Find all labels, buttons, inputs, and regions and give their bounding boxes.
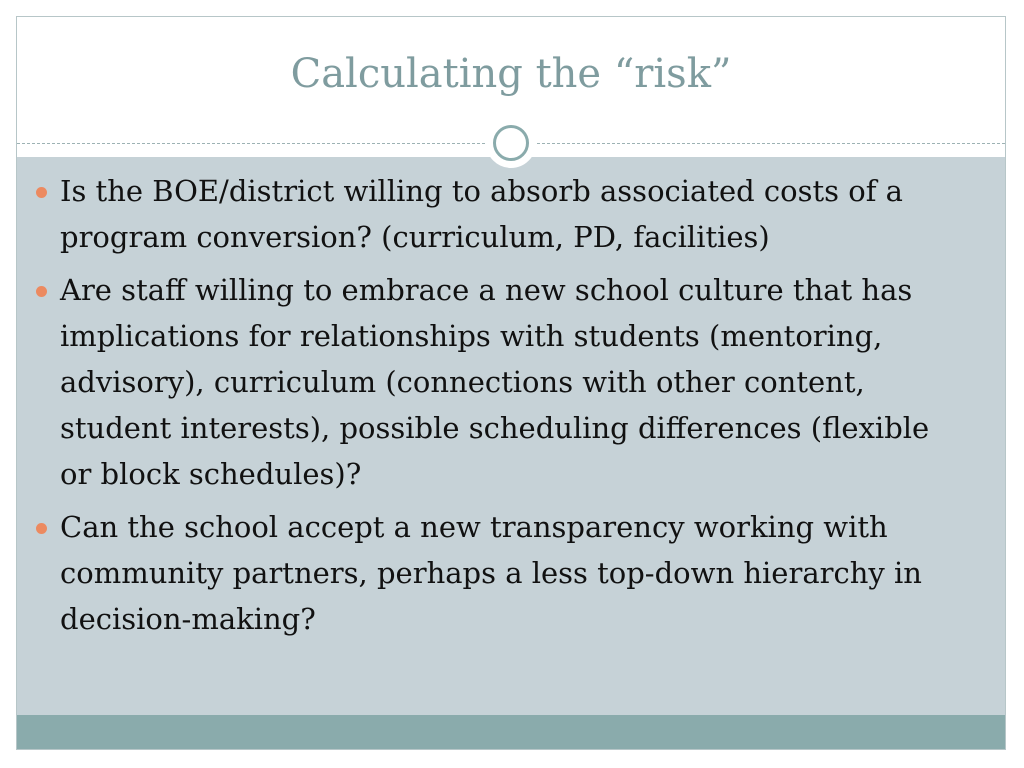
bullet-dot-icon: [36, 286, 47, 297]
bullet-text: Is the BOE/district willing to absorb associated costs of a program conversion? (curriculum, PD, facilities): [60, 174, 903, 254]
ring-ornament-icon: [486, 118, 536, 168]
ring-inner-circle: [493, 125, 529, 161]
bullet-text: Can the school accept a new transparency working with community partners, perhaps a less top-down hierarchy in decision-making?: [60, 510, 922, 636]
bullet-item: [36, 504, 966, 642]
bullet-dot-icon: [36, 523, 47, 534]
bullet-item: [36, 267, 966, 497]
bullet-text: Are staff willing to embrace a new school culture that has implications for relationships with students (mentoring, advisory), curriculum (connections with other content, student interests), possible scheduling differences (flexible or block schedules)?: [60, 273, 930, 491]
slide-title: Calculating the “risk”: [290, 51, 732, 97]
footer-bar: [17, 715, 1005, 749]
bullet-dot-icon: [36, 187, 47, 198]
bullet-item: [36, 168, 966, 260]
bullet-list: [36, 168, 966, 649]
